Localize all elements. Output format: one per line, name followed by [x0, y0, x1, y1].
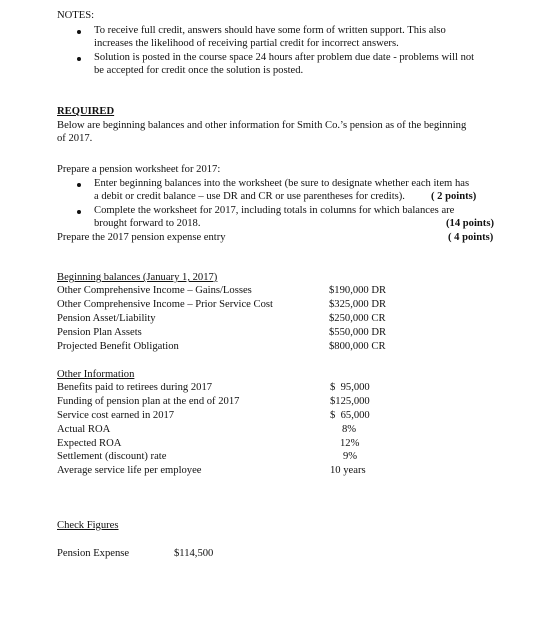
check-figures-heading: Check Figures — [57, 520, 119, 531]
info-value: $ 95,000 — [330, 382, 370, 393]
entry-points: ( 4 points) — [448, 232, 494, 243]
note-2-line-1: Solution is posted in the course space 24 hours after problem due date - problems will not — [94, 52, 475, 63]
info-label: Average service life per employee — [57, 465, 202, 476]
required-intro-line-2: of 2017. — [57, 133, 93, 144]
balance-value: $800,000 CR — [329, 341, 386, 352]
note-1-line-1: To receive full credit, answers should have some form of written support. This also — [94, 25, 446, 36]
balance-value: $250,000 CR — [329, 313, 386, 324]
info-label: Expected ROA — [57, 438, 122, 449]
balance-label: Pension Plan Assets — [57, 327, 142, 338]
info-value: 12% — [340, 438, 360, 449]
beginning-balances-heading: Beginning balances (January 1, 2017) — [57, 272, 218, 283]
check-figure-value: $114,500 — [174, 548, 214, 559]
balance-label: Pension Asset/Liability — [57, 313, 156, 324]
note-2-line-2: be accepted for credit once the solution is posted. — [94, 65, 304, 76]
task-1-line-2: a debit or credit balance – use DR and CR or use parentheses for credits). — [94, 191, 405, 202]
info-label: Benefits paid to retirees during 2017 — [57, 382, 213, 393]
notes-heading: NOTES: — [57, 10, 95, 21]
bullet-icon — [77, 30, 81, 34]
entry-line: Prepare the 2017 pension expense entry — [57, 232, 226, 243]
balance-value: $190,000 DR — [329, 285, 387, 296]
task-1-points: ( 2 points) — [431, 191, 477, 202]
balance-label: Projected Benefit Obligation — [57, 341, 179, 352]
task-2-points: (14 points) — [446, 218, 494, 229]
prepare-heading: Prepare a pension worksheet for 2017: — [57, 164, 221, 175]
info-label: Service cost earned in 2017 — [57, 410, 175, 421]
task-1-line-1: Enter beginning balances into the worksheet (be sure to designate whether each item has — [94, 178, 470, 189]
info-value: $125,000 — [330, 396, 370, 407]
info-label: Funding of pension plan at the end of 2017 — [57, 396, 240, 407]
info-label: Settlement (discount) rate — [57, 451, 167, 462]
info-value: 10 years — [330, 465, 366, 476]
other-information-heading: Other Information — [57, 369, 135, 380]
check-figure-label: Pension Expense — [57, 548, 130, 559]
required-heading: REQUIRED — [57, 106, 115, 117]
bullet-icon — [77, 183, 81, 187]
balance-value: $325,000 DR — [329, 299, 387, 310]
balance-label: Other Comprehensive Income – Prior Service Cost — [57, 299, 273, 310]
balance-value: $550,000 DR — [329, 327, 387, 338]
info-value: 9% — [343, 451, 358, 462]
bullet-icon — [77, 57, 81, 61]
info-label: Actual ROA — [57, 424, 111, 435]
bullet-icon — [77, 210, 81, 214]
required-intro-line-1: Below are beginning balances and other information for Smith Co.’s pension as of the beginning — [57, 120, 467, 131]
task-2-line-1: Complete the worksheet for 2017, including totals in columns for which balances are — [94, 205, 455, 216]
task-2-line-2: brought forward to 2018. — [94, 218, 201, 229]
balance-label: Other Comprehensive Income – Gains/Losses — [57, 285, 252, 296]
info-value: 8% — [342, 424, 357, 435]
note-1-line-2: increases the likelihood of receiving partial credit for incorrect answers. — [94, 38, 399, 49]
info-value: $ 65,000 — [330, 410, 370, 421]
